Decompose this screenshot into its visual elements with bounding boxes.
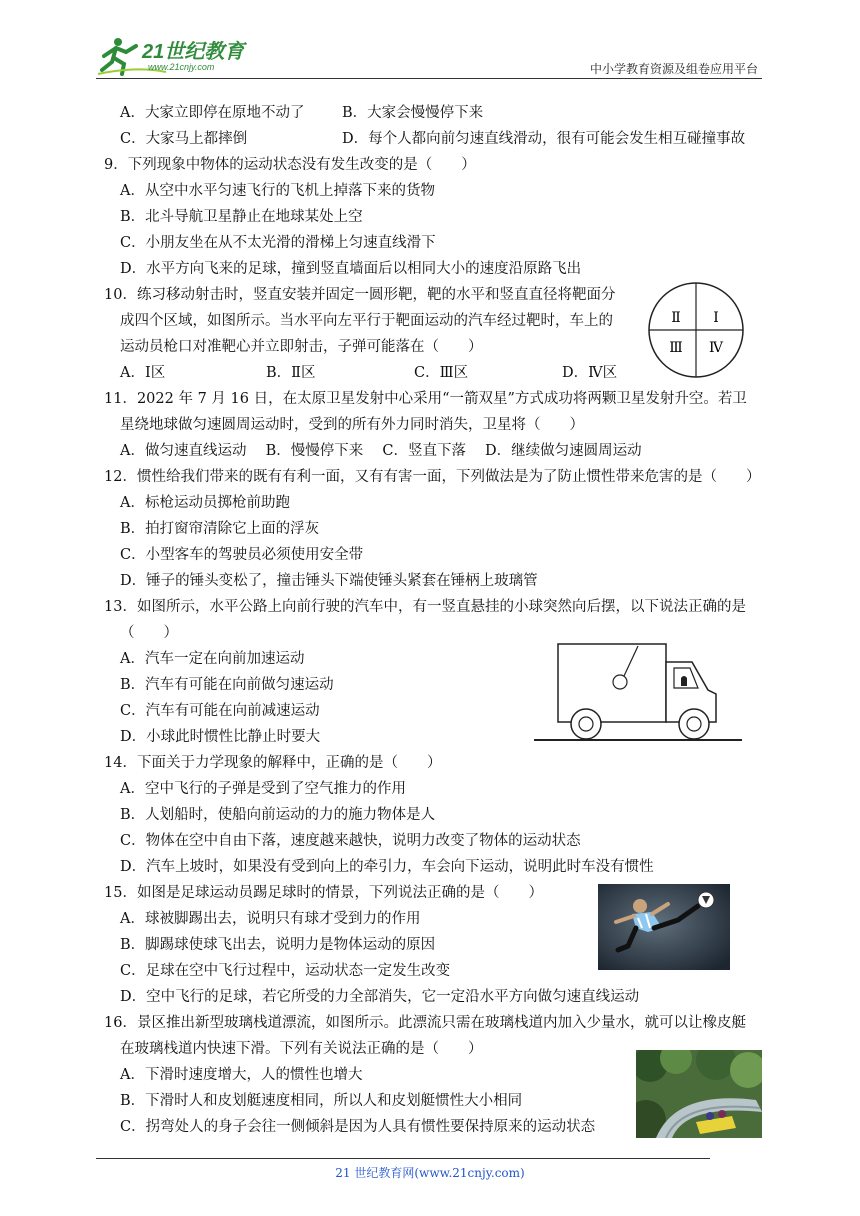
q14-option-d: D．汽车上坡时，如果没有受到向上的牵引力，车会向下运动，说明此时车没有惯性 (120, 859, 654, 875)
q10-option-a: A．Ⅰ区 (120, 365, 166, 381)
q13-option-b: B．汽车有可能在向前做匀速运动 (120, 677, 334, 693)
platform-tagline: 中小学教育资源及组卷应用平台 (589, 62, 758, 76)
q10-stem-line2: 成四个区域，如图所示。当水平向左平行于靶面运动的汽车经过靶时，车上的 (120, 313, 613, 329)
q11-stem-line1: 11．2022 年 7 月 16 日，在太原卫星发射中心采用“一箭双星”方式成功将两颗卫星发射升空。若卫 (104, 391, 747, 407)
q16-stem-line1: 16．景区推出新型玻璃栈道漂流，如图所示。此漂流只需在玻璃栈道内加入少量水，就可以让橡皮艇 (104, 1015, 746, 1031)
q9-option-b: B．北斗导航卫星静止在地球某处上空 (120, 209, 363, 225)
truck-pendulum-figure (534, 638, 742, 746)
target-region-label: Ⅰ (713, 310, 719, 326)
svg-text:21世纪教育: 21世纪教育 (142, 41, 245, 63)
q16-option-b: B．下滑时人和皮划艇速度相同，所以人和皮划艇惯性大小相同 (120, 1093, 523, 1109)
q13-option-d: D．小球此时惯性比静止时要大 (120, 729, 321, 745)
q14-option-b: B．人划船时，使船向前运动的力的施力物体是人 (120, 807, 436, 823)
page-header (96, 36, 762, 80)
q10-option-b: B．Ⅱ区 (266, 365, 316, 381)
footer-site-link[interactable]: 21 世纪教育网(www.21cnjy.com) (335, 1166, 525, 1180)
q12-option-c: C．小型客车的驾驶员必须使用安全带 (120, 547, 364, 563)
q16-stem-line2: 在玻璃栈道内快速下滑。下列有关说法正确的是（ ） (120, 1041, 483, 1057)
q9-option-c: C．小朋友坐在从不太光滑的滑梯上匀速直线滑下 (120, 235, 436, 251)
q15-stem: 15．如图是足球运动员踢足球时的情景，下列说法正确的是（ ） (104, 885, 543, 901)
q15-option-c: C．足球在空中飞行过程中，运动状态一定发生改变 (120, 963, 451, 979)
q10-stem-line1: 10．练习移动射击时，竖直安装并固定一圆形靶，靶的水平和竖直直径将靶面分 (104, 287, 616, 303)
q12-option-b: B．拍打窗帘清除它上面的浮灰 (120, 521, 320, 537)
q16-option-c: C．拐弯处人的身子会往一侧倾斜是因为人具有惯性要保持原来的运动状态 (120, 1119, 596, 1135)
q11-stem-line2: 星绕地球做匀速圆周运动时，受到的所有外力同时消失，卫星将（ ） (120, 417, 584, 433)
q14-option-c: C．物体在空中自由下落，速度越来越快，说明力改变了物体的运动状态 (120, 833, 581, 849)
circular-target-figure (646, 280, 746, 380)
target-region-label: Ⅱ (671, 310, 681, 326)
svg-text:www.21cnjy.com: www.21cnjy.com (148, 62, 215, 72)
q15-option-d: D．空中飞行的足球，若它所受的力全部消失，它一定沿水平方向做匀速直线运动 (120, 989, 640, 1005)
q12-option-a: A．标枪运动员掷枪前助跑 (120, 495, 290, 511)
footer-divider (96, 1158, 710, 1159)
q12-option-d: D．锤子的锤头变松了，撞击锤头下端使锤头紧套在锤柄上玻璃管 (120, 573, 538, 589)
q10-stem-line3: 运动员枪口对准靶心并立即射击，子弹可能落在（ ） (120, 339, 483, 355)
header-divider (96, 78, 762, 79)
target-region-label: Ⅳ (709, 340, 723, 356)
q9-option-d: D．水平方向飞来的足球，撞到竖直墙面后以相同大小的速度沿原路飞出 (120, 261, 582, 277)
q14-stem: 14．下面关于力学现象的解释中，正确的是（ ） (104, 755, 442, 771)
q9-option-a: A．从空中水平匀速飞行的飞机上掉落下来的货物 (120, 183, 435, 199)
glass-slide-rafting-photo (636, 1050, 762, 1138)
q13-option-a: A．汽车一定在向前加速运动 (120, 651, 305, 667)
site-logo (96, 36, 266, 78)
q16-option-a: A．下滑时速度增大，人的惯性也增大 (120, 1067, 363, 1083)
q10-option-d: D．Ⅳ区 (562, 365, 618, 381)
q11-options: A．做匀速直线运动 B．慢慢停下来 C．竖直下落 D．继续做匀速圆周运动 (120, 443, 642, 459)
soccer-player-photo (598, 884, 730, 970)
q13-option-c: C．汽车有可能在向前减速运动 (120, 703, 320, 719)
q13-stem-line2: （ ） (120, 625, 178, 641)
q14-option-a: A．空中飞行的子弹是受到了空气推力的作用 (120, 781, 406, 797)
q8-option-c: C．大家马上都摔倒 (120, 131, 248, 147)
q13-stem-line1: 13．如图所示，水平公路上向前行驶的汽车中，有一竖直悬挂的小球突然向后摆，以下说法正确的是 (104, 599, 746, 615)
q8-option-a: A．大家立即停在原地不动了 (120, 105, 305, 121)
q15-option-a: A．球被脚踢出去，说明只有球才受到力的作用 (120, 911, 421, 927)
q8-option-b: B．大家会慢慢停下来 (342, 105, 484, 121)
q9-stem: 9．下列现象中物体的运动状态没有发生改变的是（ ） (104, 157, 476, 173)
target-region-label: Ⅲ (669, 340, 683, 356)
q8-option-d: D．每个人都向前匀速直线滑动，很有可能会发生相互碰撞事故 (342, 131, 746, 147)
q10-option-c: C．Ⅲ区 (414, 365, 469, 381)
q15-option-b: B．脚踢球使球飞出去，说明力是物体运动的原因 (120, 937, 436, 953)
q12-stem: 12．惯性给我们带来的既有有利一面，又有有害一面，下列做法是为了防止惯性带来危害的是（ ） (104, 469, 761, 485)
